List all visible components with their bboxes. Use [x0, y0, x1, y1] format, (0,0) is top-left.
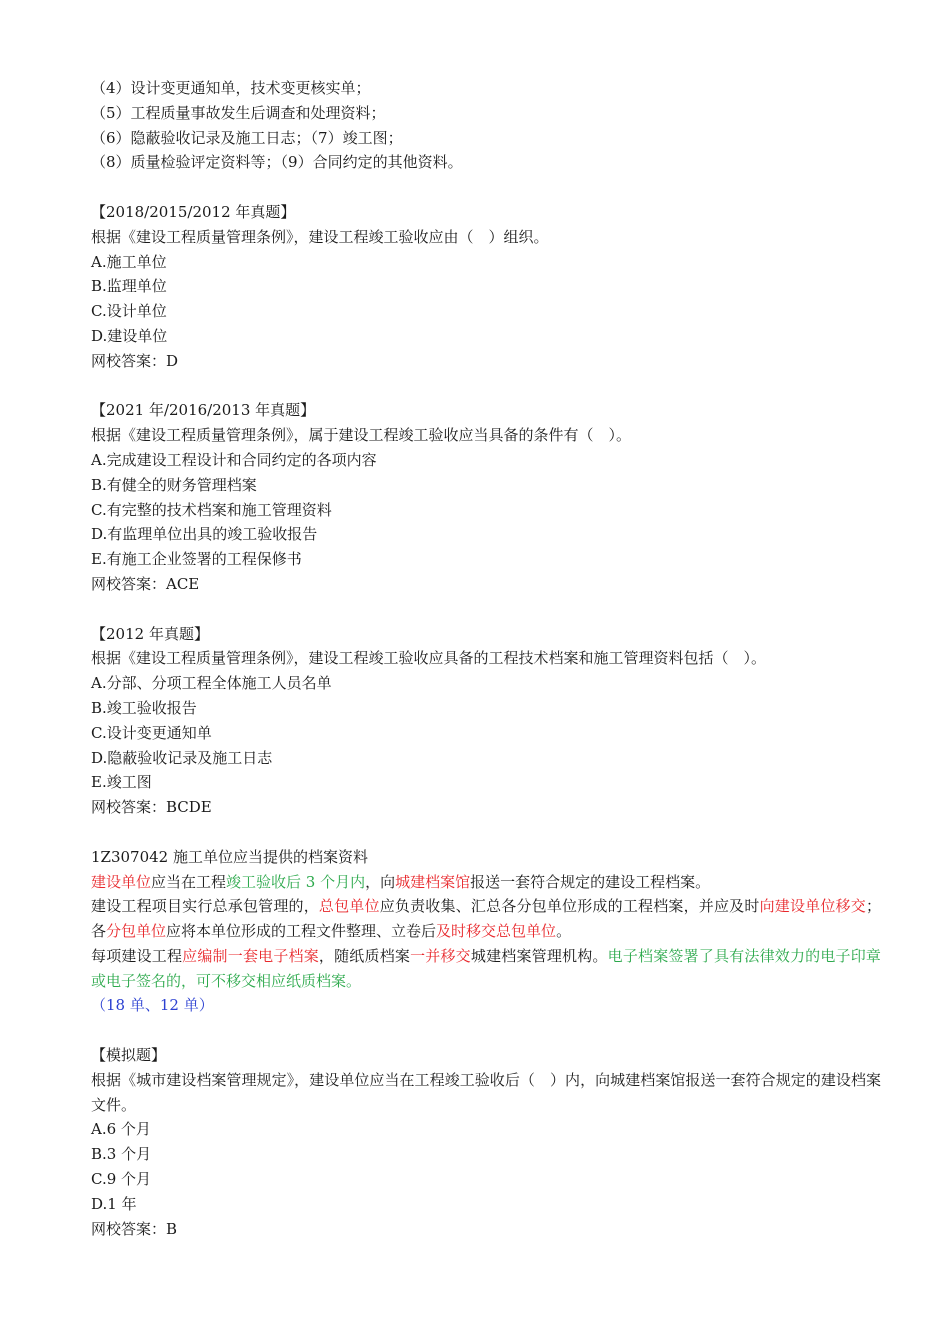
question-stem: 根据《城市建设档案管理规定》，建设单位应当在工程竣工验收后（ ）内，向城建档案馆报送一套符合规定的建设档案文件。: [91, 1070, 881, 1114]
option: C.有完整的技术档案和施工管理资料: [91, 500, 332, 519]
option: B.3 个月: [91, 1145, 152, 1164]
question-stem: 根据《建设工程质量管理条例》，属于建设工程竣工验收应当具备的条件有（ ）。: [91, 426, 632, 445]
option: A.完成建设工程设计和合同约定的各项内容: [91, 450, 377, 469]
option: A.施工单位: [91, 252, 167, 271]
option: E.有施工企业签署的工程保修书: [91, 550, 302, 569]
option: B.监理单位: [91, 277, 167, 296]
option: A.分部、分项工程全体施工人员名单: [91, 674, 332, 693]
option: D.1 年: [91, 1194, 137, 1213]
section-paragraph-2: 建设工程项目实行总承包管理的，总包单位应负责收集、汇总各分包单位形成的工程档案，并应及时向建设单位移交；各分包单位应将本单位形成的工程文件整理、立卷后及时移交总包单位。: [91, 897, 881, 941]
answer: 网校答案：B: [91, 1219, 178, 1238]
intro-line: （4）设计变更通知单，技术变更核实单；: [91, 79, 371, 97]
answer: 网校答案：ACE: [91, 574, 200, 593]
section-paragraph-1: 建设单位应当在工程竣工验收后 3 个月内，向城建档案馆报送一套符合规定的建设工程档案。: [91, 872, 711, 891]
section-code: 1Z307042: [91, 847, 169, 866]
option: B.有健全的财务管理档案: [91, 475, 257, 494]
option: D.建设单位: [91, 326, 168, 345]
exam-note: （18 单、12 单）: [91, 996, 214, 1015]
option: C.设计单位: [91, 302, 167, 321]
intro-line: （8）质量检验评定资料等；（9）合同约定的其他资料。: [91, 153, 463, 172]
option: C.设计变更通知单: [91, 723, 212, 742]
intro-line: （5）工程质量事故发生后调查和处理资料；: [91, 103, 386, 122]
section-title: 施工单位应当提供的档案资料: [173, 847, 369, 866]
option: C.9 个月: [91, 1170, 152, 1189]
answer: 网校答案：D: [91, 351, 179, 370]
question-stem: 根据《建设工程质量管理条例》，建设工程竣工验收应具备的工程技术档案和施工管理资料包括（ ）。: [91, 649, 767, 668]
option: D.有监理单位出具的竣工验收报告: [91, 525, 318, 544]
option: B.竣工验收报告: [91, 698, 197, 717]
option: E.竣工图: [91, 773, 152, 792]
question-tag: 【模拟题】: [91, 1046, 167, 1065]
option: A.6 个月: [91, 1120, 151, 1139]
intro-line: （6）隐蔽验收记录及施工日志；（7）竣工图；: [91, 128, 403, 147]
question-tag: 【2021 年/2016/2013 年真题】: [91, 401, 316, 420]
question-stem: 根据《建设工程质量管理条例》，建设工程竣工验收应由（ ）组织。: [91, 227, 549, 246]
question-tag: 【2018/2015/2012 年真题】: [91, 202, 296, 221]
option: D.隐蔽验收记录及施工日志: [91, 748, 273, 767]
document-page: [91, 76, 881, 1241]
answer: 网校答案：BCDE: [91, 798, 212, 817]
section-paragraph-3: 每项建设工程应编制一套电子档案，随纸质档案一并移交城建档案管理机构。电子档案签署了具有法律效力的电子印章或电子签名的，可不移交相应纸质档案。: [91, 946, 881, 990]
section-heading: [91, 845, 881, 870]
question-tag: 【2012 年真题】: [91, 624, 209, 643]
